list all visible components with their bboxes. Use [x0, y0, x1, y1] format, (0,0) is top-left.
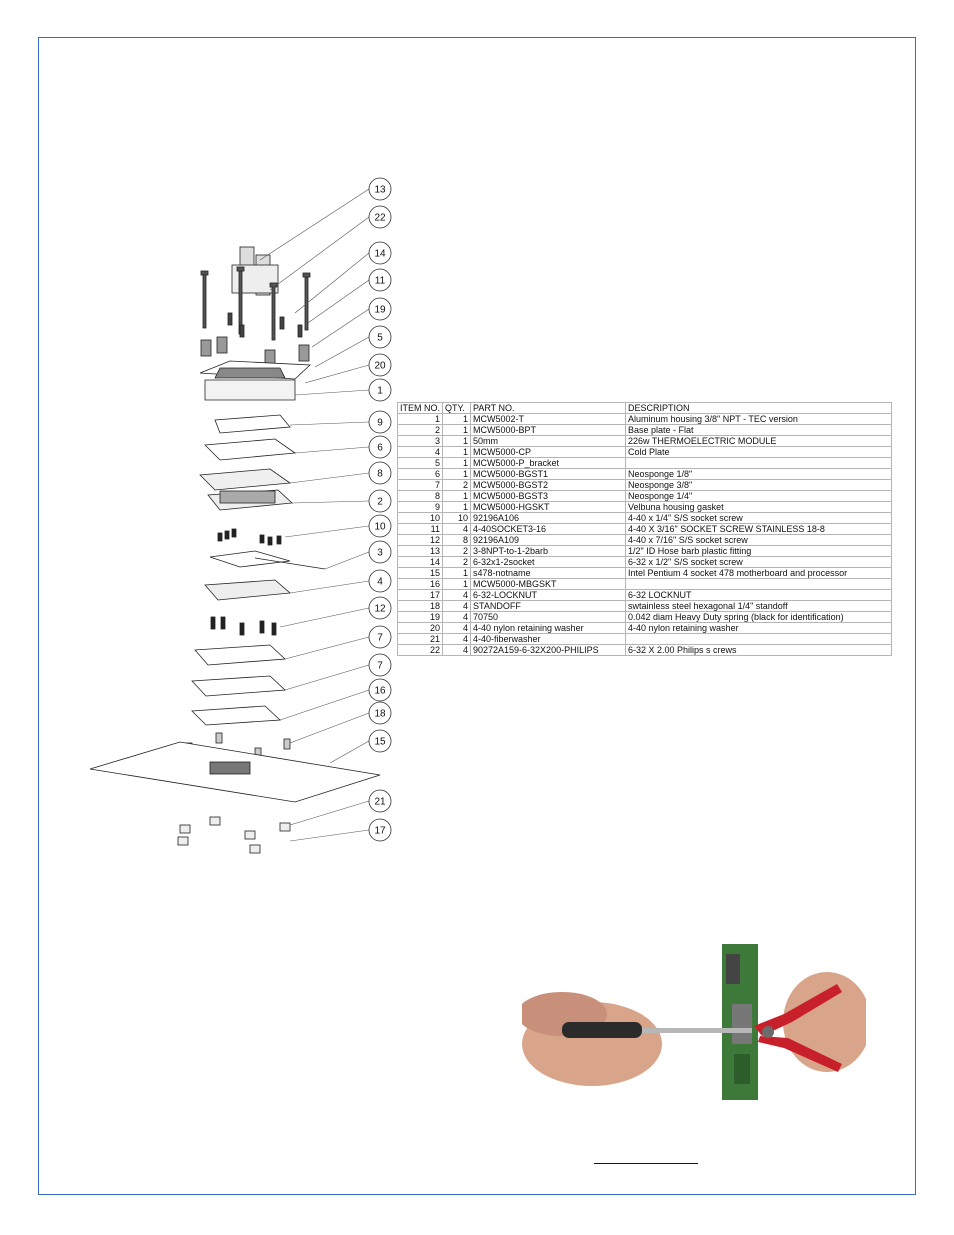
bom-cell-description: Neosponge 3/8": [626, 480, 892, 491]
washers-and-nuts: [178, 817, 290, 853]
bom-cell-description: 0.042 diam Heavy Duty spring (black for identification): [626, 612, 892, 623]
callout-label: 8: [377, 468, 383, 480]
callout-label: 16: [374, 685, 386, 697]
bom-header-part: PART NO.: [471, 403, 626, 414]
bom-cell-qty: 2: [443, 480, 471, 491]
bom-cell-description: 4-40 x 1/4" S/S socket screw: [626, 513, 892, 524]
callout-label: 12: [374, 603, 386, 615]
bom-cell-part: MCW5000-P_bracket: [471, 458, 626, 469]
mb-gasket: [192, 706, 280, 725]
callout-12: [369, 597, 391, 619]
bom-cell-description: [626, 458, 892, 469]
bom-row: [398, 414, 892, 425]
bom-cell-part: 4-40-fiberwasher: [471, 634, 626, 645]
bom-row: [398, 469, 892, 480]
bom-cell-description: Cold Plate: [626, 447, 892, 458]
bom-body: [398, 414, 892, 656]
callout-17: [369, 819, 391, 841]
callout-label: 19: [374, 304, 386, 316]
callout-8: [369, 462, 391, 484]
bom-cell-part: 4-40SOCKET3-16: [471, 524, 626, 535]
callout-label: 7: [377, 660, 383, 672]
callout-18: [369, 702, 391, 724]
bom-cell-item: 22: [398, 645, 443, 656]
bom-row: [398, 502, 892, 513]
bom-cell-item: 5: [398, 458, 443, 469]
neosponge-7b: [192, 676, 285, 696]
bom-row: [398, 623, 892, 634]
bom-cell-item: 4: [398, 447, 443, 458]
bom-cell-description: [626, 634, 892, 645]
bom-cell-qty: 1: [443, 425, 471, 436]
callout-label: 15: [374, 736, 386, 748]
bracket-and-housing: [200, 361, 310, 400]
bom-cell-part: 50mm: [471, 436, 626, 447]
bom-cell-item: 2: [398, 425, 443, 436]
callout-label: 17: [374, 825, 386, 837]
bom-cell-item: 7: [398, 480, 443, 491]
bom-cell-part: MCW5000-CP: [471, 447, 626, 458]
bom-cell-qty: 8: [443, 535, 471, 546]
callout-label: 3: [377, 547, 383, 559]
callout-label: 13: [374, 184, 386, 196]
bom-cell-qty: 1: [443, 458, 471, 469]
bom-cell-item: 21: [398, 634, 443, 645]
bom-header-item: ITEM NO.: [398, 403, 443, 414]
bom-cell-description: 4-40 nylon retaining washer: [626, 623, 892, 634]
bom-cell-description: 4-40 x 7/16" S/S socket screw: [626, 535, 892, 546]
bom-cell-item: 3: [398, 436, 443, 447]
bom-cell-qty: 4: [443, 623, 471, 634]
bom-cell-qty: 1: [443, 469, 471, 480]
bom-row: [398, 546, 892, 557]
bom-cell-qty: 4: [443, 524, 471, 535]
bom-cell-qty: 1: [443, 579, 471, 590]
bom-cell-description: Velbuna housing gasket: [626, 502, 892, 513]
bom-cell-description: 1/2" ID Hose barb plastic fitting: [626, 546, 892, 557]
screws-10: [218, 529, 281, 545]
callout-9: [369, 411, 391, 433]
bom-cell-description: Aluminum housing 3/8" NPT - TEC version: [626, 414, 892, 425]
footer-link[interactable]: [594, 1150, 698, 1164]
bom-row: [398, 612, 892, 623]
callout-6: [369, 436, 391, 458]
callout-label: 14: [374, 248, 386, 260]
callout-label: 1: [377, 385, 383, 397]
bom-cell-qty: 1: [443, 447, 471, 458]
callout-14: [369, 242, 391, 264]
bom-cell-qty: 4: [443, 601, 471, 612]
bom-cell-item: 11: [398, 524, 443, 535]
bom-row: [398, 579, 892, 590]
callout-1: [369, 379, 391, 401]
callout-label: 2: [377, 496, 383, 508]
bom-cell-part: 4-40 nylon retaining washer: [471, 623, 626, 634]
bom-cell-description: Intel Pentium 4 socket 478 motherboard and processor: [626, 568, 892, 579]
bom-cell-item: 15: [398, 568, 443, 579]
bom-cell-part: 70750: [471, 612, 626, 623]
gasket: [215, 415, 290, 433]
bom-cell-item: 17: [398, 590, 443, 601]
bom-cell-part: MCW5000-BPT: [471, 425, 626, 436]
neosponge-7a: [195, 645, 285, 665]
callout-21: [369, 790, 391, 812]
callout-13: [369, 178, 391, 200]
callout-11: [369, 269, 391, 291]
bom-cell-item: 16: [398, 579, 443, 590]
bom-cell-item: 6: [398, 469, 443, 480]
bom-cell-part: 3-8NPT-to-1-2barb: [471, 546, 626, 557]
callout-label: 10: [374, 521, 386, 533]
bom-cell-qty: 1: [443, 436, 471, 447]
neosponge-6: [205, 439, 295, 460]
callout-22: [369, 206, 391, 228]
bom-cell-qty: 4: [443, 645, 471, 656]
callout-7: [369, 654, 391, 676]
bom-cell-item: 13: [398, 546, 443, 557]
bom-cell-description: Neosponge 1/4": [626, 491, 892, 502]
callout-20: [369, 354, 391, 376]
cold-plate: [205, 580, 290, 600]
bom-header-row: [398, 403, 892, 414]
bom-cell-part: s478-notname: [471, 568, 626, 579]
callout-label: 21: [374, 796, 386, 808]
bom-row: [398, 557, 892, 568]
screwdriver-handle: [562, 1022, 642, 1038]
callout-label: 5: [377, 332, 383, 344]
neosponge-8: [200, 469, 290, 490]
bom-row: [398, 491, 892, 502]
bom-row: [398, 436, 892, 447]
cpu-socket: [210, 762, 250, 774]
springs: [201, 337, 309, 366]
bom-cell-qty: 1: [443, 491, 471, 502]
callout-4: [369, 570, 391, 592]
bom-cell-part: MCW5000-BGST1: [471, 469, 626, 480]
bom-row: [398, 535, 892, 546]
callout-label: 6: [377, 442, 383, 454]
bom-cell-part: MCW5000-BGST2: [471, 480, 626, 491]
bom-cell-part: MCW5002-T: [471, 414, 626, 425]
bom-cell-qty: 10: [443, 513, 471, 524]
callout-layer: [369, 178, 391, 841]
bom-row: [398, 425, 892, 436]
bom-cell-item: 20: [398, 623, 443, 634]
callout-10: [369, 515, 391, 537]
bom-cell-item: 14: [398, 557, 443, 568]
bom-row: [398, 447, 892, 458]
bom-cell-qty: 1: [443, 502, 471, 513]
bom-row: [398, 645, 892, 656]
bom-cell-description: Neosponge 1/8": [626, 469, 892, 480]
callout-label: 22: [374, 212, 386, 224]
bill-of-materials-table: [397, 402, 892, 656]
bom-row: [398, 601, 892, 612]
bom-cell-description: Base plate - Flat: [626, 425, 892, 436]
callout-3: [369, 541, 391, 563]
bom-cell-item: 19: [398, 612, 443, 623]
assembly-photo: [522, 944, 866, 1100]
bom-header-qty: QTY.: [443, 403, 471, 414]
bom-cell-part: MCW5000-HGSKT: [471, 502, 626, 513]
bom-row: [398, 513, 892, 524]
bom-cell-qty: 2: [443, 557, 471, 568]
exploded-assembly-diagram: [80, 165, 410, 855]
bom-cell-description: 6-32 x 1/2" S/S socket screw: [626, 557, 892, 568]
bom-row: [398, 480, 892, 491]
screws-12: [211, 617, 276, 635]
bom-row: [398, 590, 892, 601]
bom-cell-part: 92196A109: [471, 535, 626, 546]
bom-cell-part: 6-32x1-2socket: [471, 557, 626, 568]
bom-cell-description: 6-32 X 2.00 Philips s crews: [626, 645, 892, 656]
bom-cell-qty: 4: [443, 612, 471, 623]
tec-module: [210, 551, 290, 567]
bom-cell-item: 9: [398, 502, 443, 513]
bom-cell-qty: 1: [443, 414, 471, 425]
bom-cell-item: 12: [398, 535, 443, 546]
callout-label: 7: [377, 632, 383, 644]
bom-cell-qty: 4: [443, 590, 471, 601]
bom-cell-qty: 2: [443, 546, 471, 557]
bom-cell-part: MCW5000-MBGSKT: [471, 579, 626, 590]
bom-cell-part: 6-32-LOCKNUT: [471, 590, 626, 601]
bom-cell-part: MCW5000-BGST3: [471, 491, 626, 502]
bom-cell-description: [626, 579, 892, 590]
bom-cell-item: 8: [398, 491, 443, 502]
screwdriver-shaft: [642, 1028, 752, 1033]
bom-cell-qty: 4: [443, 634, 471, 645]
bom-cell-part: 90272A159-6-32X200-PHILIPS: [471, 645, 626, 656]
base-plate: [208, 490, 292, 510]
callout-5: [369, 326, 391, 348]
bom-cell-part: 92196A106: [471, 513, 626, 524]
bom-cell-item: 18: [398, 601, 443, 612]
bom-cell-description: swtainless steel hexagonal 1/4" standoff: [626, 601, 892, 612]
callout-label: 4: [377, 576, 383, 588]
bom-cell-part: STANDOFF: [471, 601, 626, 612]
bom-cell-item: 10: [398, 513, 443, 524]
bom-row: [398, 458, 892, 469]
callout-19: [369, 298, 391, 320]
bom-cell-description: 226w THERMOELECTRIC MODULE: [626, 436, 892, 447]
callout-16: [369, 679, 391, 701]
bom-cell-item: 1: [398, 414, 443, 425]
callout-label: 20: [374, 360, 386, 372]
bom-row: [398, 524, 892, 535]
bom-header-description: DESCRIPTION: [626, 403, 892, 414]
callout-label: 18: [374, 708, 386, 720]
callout-label: 11: [374, 275, 386, 287]
callout-15: [369, 730, 391, 752]
callout-2: [369, 490, 391, 512]
bom-cell-description: 6-32 LOCKNUT: [626, 590, 892, 601]
bom-cell-qty: 1: [443, 568, 471, 579]
callout-label: 9: [377, 417, 383, 429]
callout-7: [369, 626, 391, 648]
bom-cell-description: 4-40 X 3/16" SOCKET SCREW STAINLESS 18-8: [626, 524, 892, 535]
bom-row: [398, 568, 892, 579]
bom-row: [398, 634, 892, 645]
